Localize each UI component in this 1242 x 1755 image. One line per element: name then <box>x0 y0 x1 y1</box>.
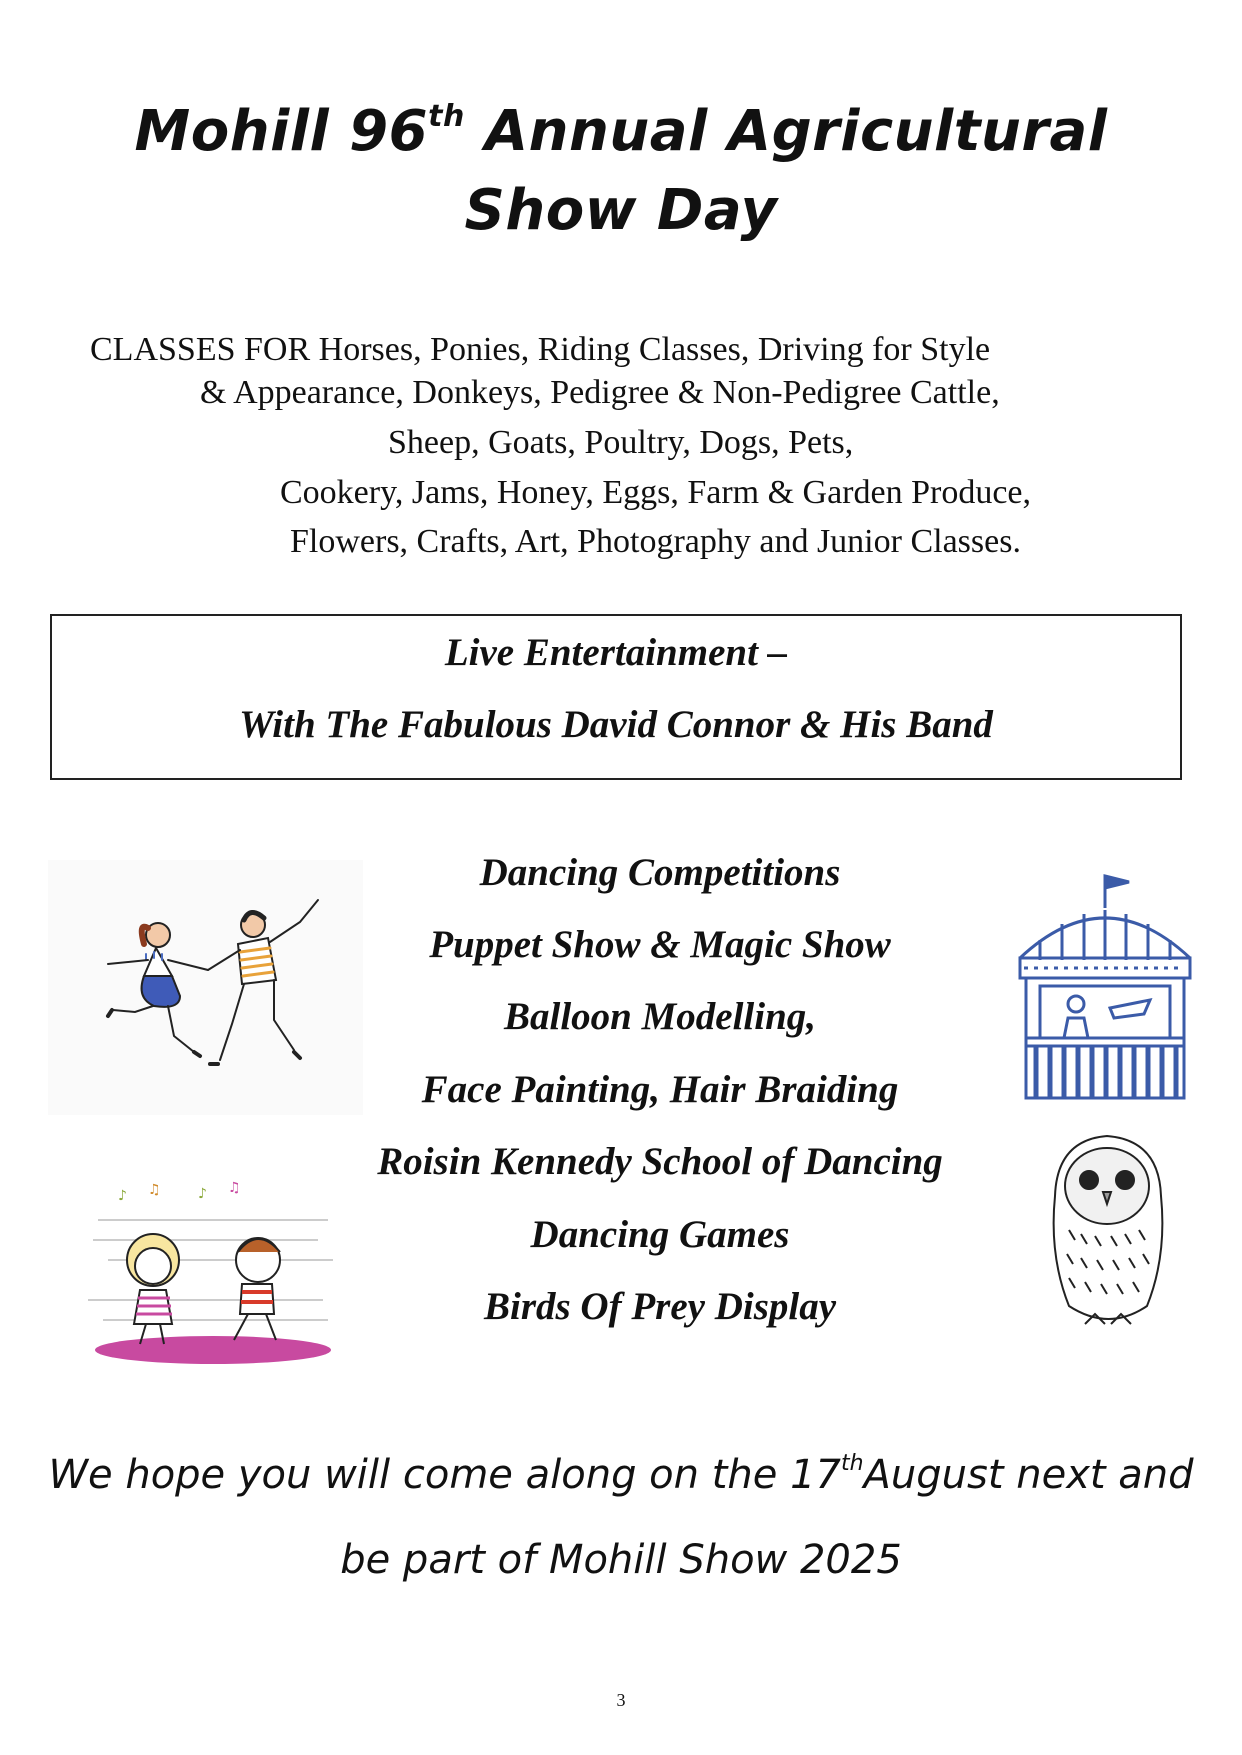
classes-line-1: CLASSES FOR Horses, Ponies, Riding Classes, Driving for Style <box>90 331 991 368</box>
activity-item: Birds Of Prey Display <box>483 1285 837 1328</box>
classes-line-3: Sheep, Goats, Poultry, Dogs, Pets, <box>388 424 854 461</box>
title-text-post: Annual Agricultural <box>464 99 1108 164</box>
closing-line-2: be part of Mohill Show 2025 <box>340 1537 902 1583</box>
classes-line-2: & Appearance, Donkeys, Pedigree & Non-Pedigree Cattle, <box>200 374 1000 411</box>
classes-line-5: Flowers, Crafts, Art, Photography and Junior Classes. <box>290 523 1021 560</box>
activity-item: Roisin Kennedy School of Dancing <box>377 1140 943 1183</box>
kids-dancing-illustration <box>88 1180 338 1375</box>
title-text-pre: Mohill 96 <box>134 99 429 164</box>
activity-item: Face Painting, Hair Braiding <box>421 1068 899 1111</box>
closing-text-pre: We hope you will come along on the 17 <box>48 1452 841 1498</box>
activity-item: Balloon Modelling, <box>503 995 817 1038</box>
title-line-2: Show Day <box>464 178 778 243</box>
title-superscript: th <box>428 99 465 134</box>
svg-text:♪: ♪ <box>118 1188 127 1204</box>
activity-item: Puppet Show & Magic Show <box>429 923 891 966</box>
closing-superscript: th <box>840 1451 864 1476</box>
svg-text:♪: ♪ <box>198 1186 207 1202</box>
svg-text:♫: ♫ <box>148 1182 161 1198</box>
closing-line-1 <box>0 1448 1242 1502</box>
puppet-theatre-illustration <box>1010 868 1200 1113</box>
dancing-couple-illustration <box>48 860 363 1115</box>
svg-text:♫: ♫ <box>228 1180 241 1196</box>
activity-item: Dancing Games <box>530 1213 790 1256</box>
page-number: 3 <box>616 1690 626 1710</box>
entertainment-box <box>50 614 1182 780</box>
closing-text-post: August next and <box>863 1452 1194 1498</box>
title-line-1 <box>0 97 1242 167</box>
entertainment-heading: Live Entertainment – <box>444 631 788 674</box>
classes-line-4: Cookery, Jams, Honey, Eggs, Farm & Garden Produce, <box>280 474 1032 511</box>
owl-illustration <box>1045 1130 1170 1335</box>
entertainment-band: With The Fabulous David Connor & His Band <box>239 703 993 746</box>
activity-item: Dancing Competitions <box>479 851 841 894</box>
